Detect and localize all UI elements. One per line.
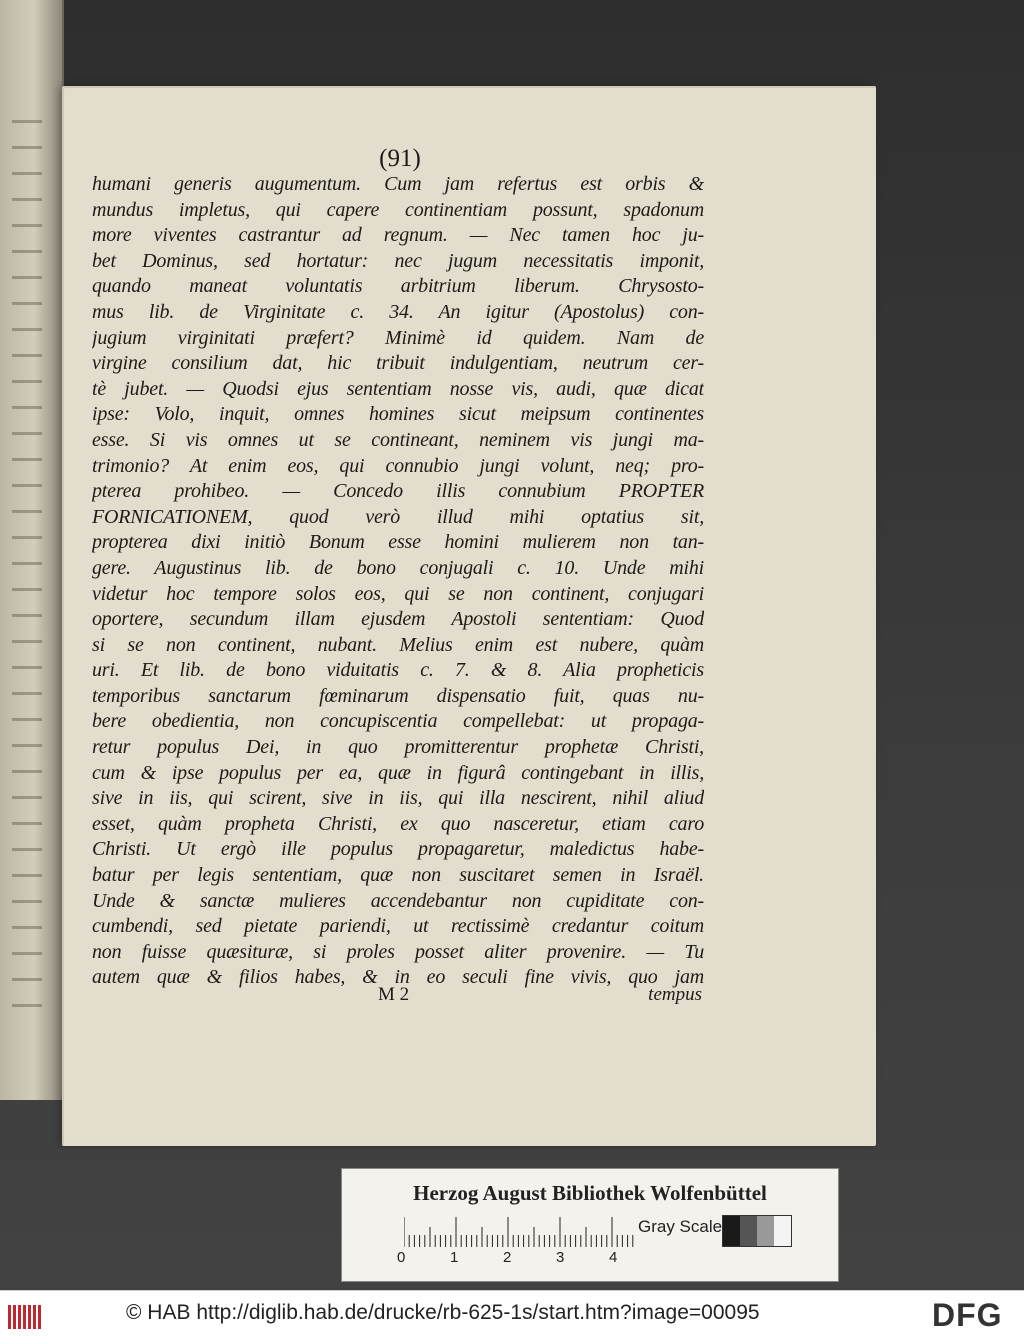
text-line: mundus impletus, qui capere continentiam possunt, spadonum	[92, 198, 704, 221]
hab-logo-bar	[33, 1305, 36, 1329]
text-line: batur per legis sententiam, quæ non suscitaret semen in Israël.	[92, 864, 704, 887]
catchword: tempus	[648, 984, 702, 1005]
text-line: more viventes castrantur ad regnum. — Nec tamen hoc ju-	[92, 224, 704, 247]
text-line: jugium virginitati præfert? Minimè id quidem. Nam de	[92, 326, 704, 349]
text-line: virgine consilium dat, hic tribuit indulgentiam, neutrum cer-	[92, 352, 704, 375]
text-line: Christi. Ut ergò ille populus propagaretur, maledictus habe-	[92, 838, 704, 861]
dfg-logo[interactable]: DFG	[932, 1297, 1003, 1333]
text-line: gere. Augustinus lib. de bono conjugali c. 10. Unde mihi	[92, 556, 704, 579]
hab-logo-bar	[23, 1305, 26, 1329]
adjacent-page-text-edge	[12, 120, 42, 1020]
page-number-header: (91)	[379, 145, 421, 172]
gray-scale-swatches	[722, 1215, 792, 1247]
hab-logo-bar	[38, 1305, 41, 1329]
text-line: esset, quàm propheta Christi, ex quo nasceretur, etiam caro	[92, 812, 704, 835]
ruler-digit: 2	[503, 1249, 512, 1266]
text-line: pterea prohibeo. — Concedo illis connubium PROPTER	[92, 480, 704, 503]
text-line: bet Dominus, sed hortatur: nec jugum necessitatis imponit,	[92, 249, 704, 272]
hab-logo-bar	[28, 1305, 31, 1329]
text-line: si se non continent, nubant. Melius enim est nubere, quàm	[92, 633, 704, 656]
gray-swatch	[723, 1216, 740, 1246]
text-line: quando maneat voluntatis arbitrium liberum. Chrysosto-	[92, 275, 704, 298]
library-name: Herzog August Bibliothek Wolfenbüttel	[413, 1181, 767, 1205]
page-footer	[92, 984, 704, 1010]
ruler-digit: 4	[609, 1249, 618, 1266]
text-line: videtur hoc tempore solos eos, qui se non continent, conjugari	[92, 582, 704, 605]
gray-swatch	[740, 1216, 757, 1246]
hab-logo-bar	[18, 1305, 21, 1329]
gray-scale-label: Gray Scale	[638, 1217, 723, 1236]
text-line: esse. Si vis omnes ut se contineant, neminem vis jungi ma-	[92, 428, 704, 451]
measurement-ruler	[404, 1217, 634, 1247]
text-line: bere obedientia, non concupiscentia compellebat: ut propaga-	[92, 710, 704, 733]
page-text-block	[92, 172, 704, 991]
signature-mark: M 2	[378, 984, 410, 1005]
text-line: uri. Et lib. de bono viduitatis c. 7. & 8. Alia propheticis	[92, 659, 704, 682]
text-line: humani generis augumentum. Cum jam refertus est orbis &	[92, 173, 704, 195]
text-line: oportere, secundum illam ejusdem Apostoli sententiam: Quod	[92, 608, 704, 631]
viewer-footer-bar	[0, 1290, 1024, 1340]
text-line: cum & ipse populus per ea, quæ in figurâ contingebant in illis,	[92, 761, 704, 784]
ruler-digit: 0	[397, 1249, 406, 1266]
gray-swatch	[774, 1216, 791, 1246]
text-line: cumbendi, sed pietate pariendi, ut rectissimè credantur coitum	[92, 915, 704, 938]
ruler-digits	[397, 1249, 657, 1269]
text-line: trimonio? At enim eos, qui connubio jungi volunt, neq; pro-	[92, 454, 704, 477]
adjacent-page-edge	[0, 0, 64, 1100]
text-line: mus lib. de Virginitate c. 34. An igitur (Apostolus) con-	[92, 300, 704, 323]
text-line: retur populus Dei, in quo promitterentur prophetæ Christi,	[92, 736, 704, 759]
ruler-digit: 3	[556, 1249, 565, 1266]
text-line: FORNICATIONEM, quod verò illud mihi optatius sit,	[92, 505, 704, 528]
hab-logo-bar	[8, 1305, 11, 1329]
text-line: sive in iis, qui scirent, sive in iis, qui illa nescirent, nihil aliud	[92, 787, 704, 810]
text-line: temporibus sanctarum fœminarum dispensatio fuit, quas nu-	[92, 684, 704, 707]
text-line: autem quæ & filios habes, & in eo seculi fine vivis, quo jam	[92, 966, 704, 989]
library-label-card	[341, 1168, 839, 1282]
text-line: tè jubet. — Quodsi ejus sententiam nosse vis, audi, quæ dicat	[92, 377, 704, 400]
citation-link[interactable]: © HAB http://diglib.hab.de/drucke/rb-625-1s/start.htm?image=00095	[126, 1301, 760, 1324]
ruler-digit: 1	[450, 1249, 459, 1266]
text-line: non fuisse quæsituræ, si proles posset aliter provenire. — Tu	[92, 940, 704, 963]
hab-logo-icon[interactable]	[8, 1305, 48, 1329]
hab-logo-bar	[13, 1305, 16, 1329]
gray-swatch	[757, 1216, 774, 1246]
text-line: propterea dixi initiò Bonum esse homini mulierem non tan-	[92, 531, 704, 554]
text-line: ipse: Volo, inquit, omnes homines sicut meipsum continentes	[92, 403, 704, 426]
text-line: Unde & sanctæ mulieres accendebantur non cupiditate con-	[92, 889, 704, 912]
